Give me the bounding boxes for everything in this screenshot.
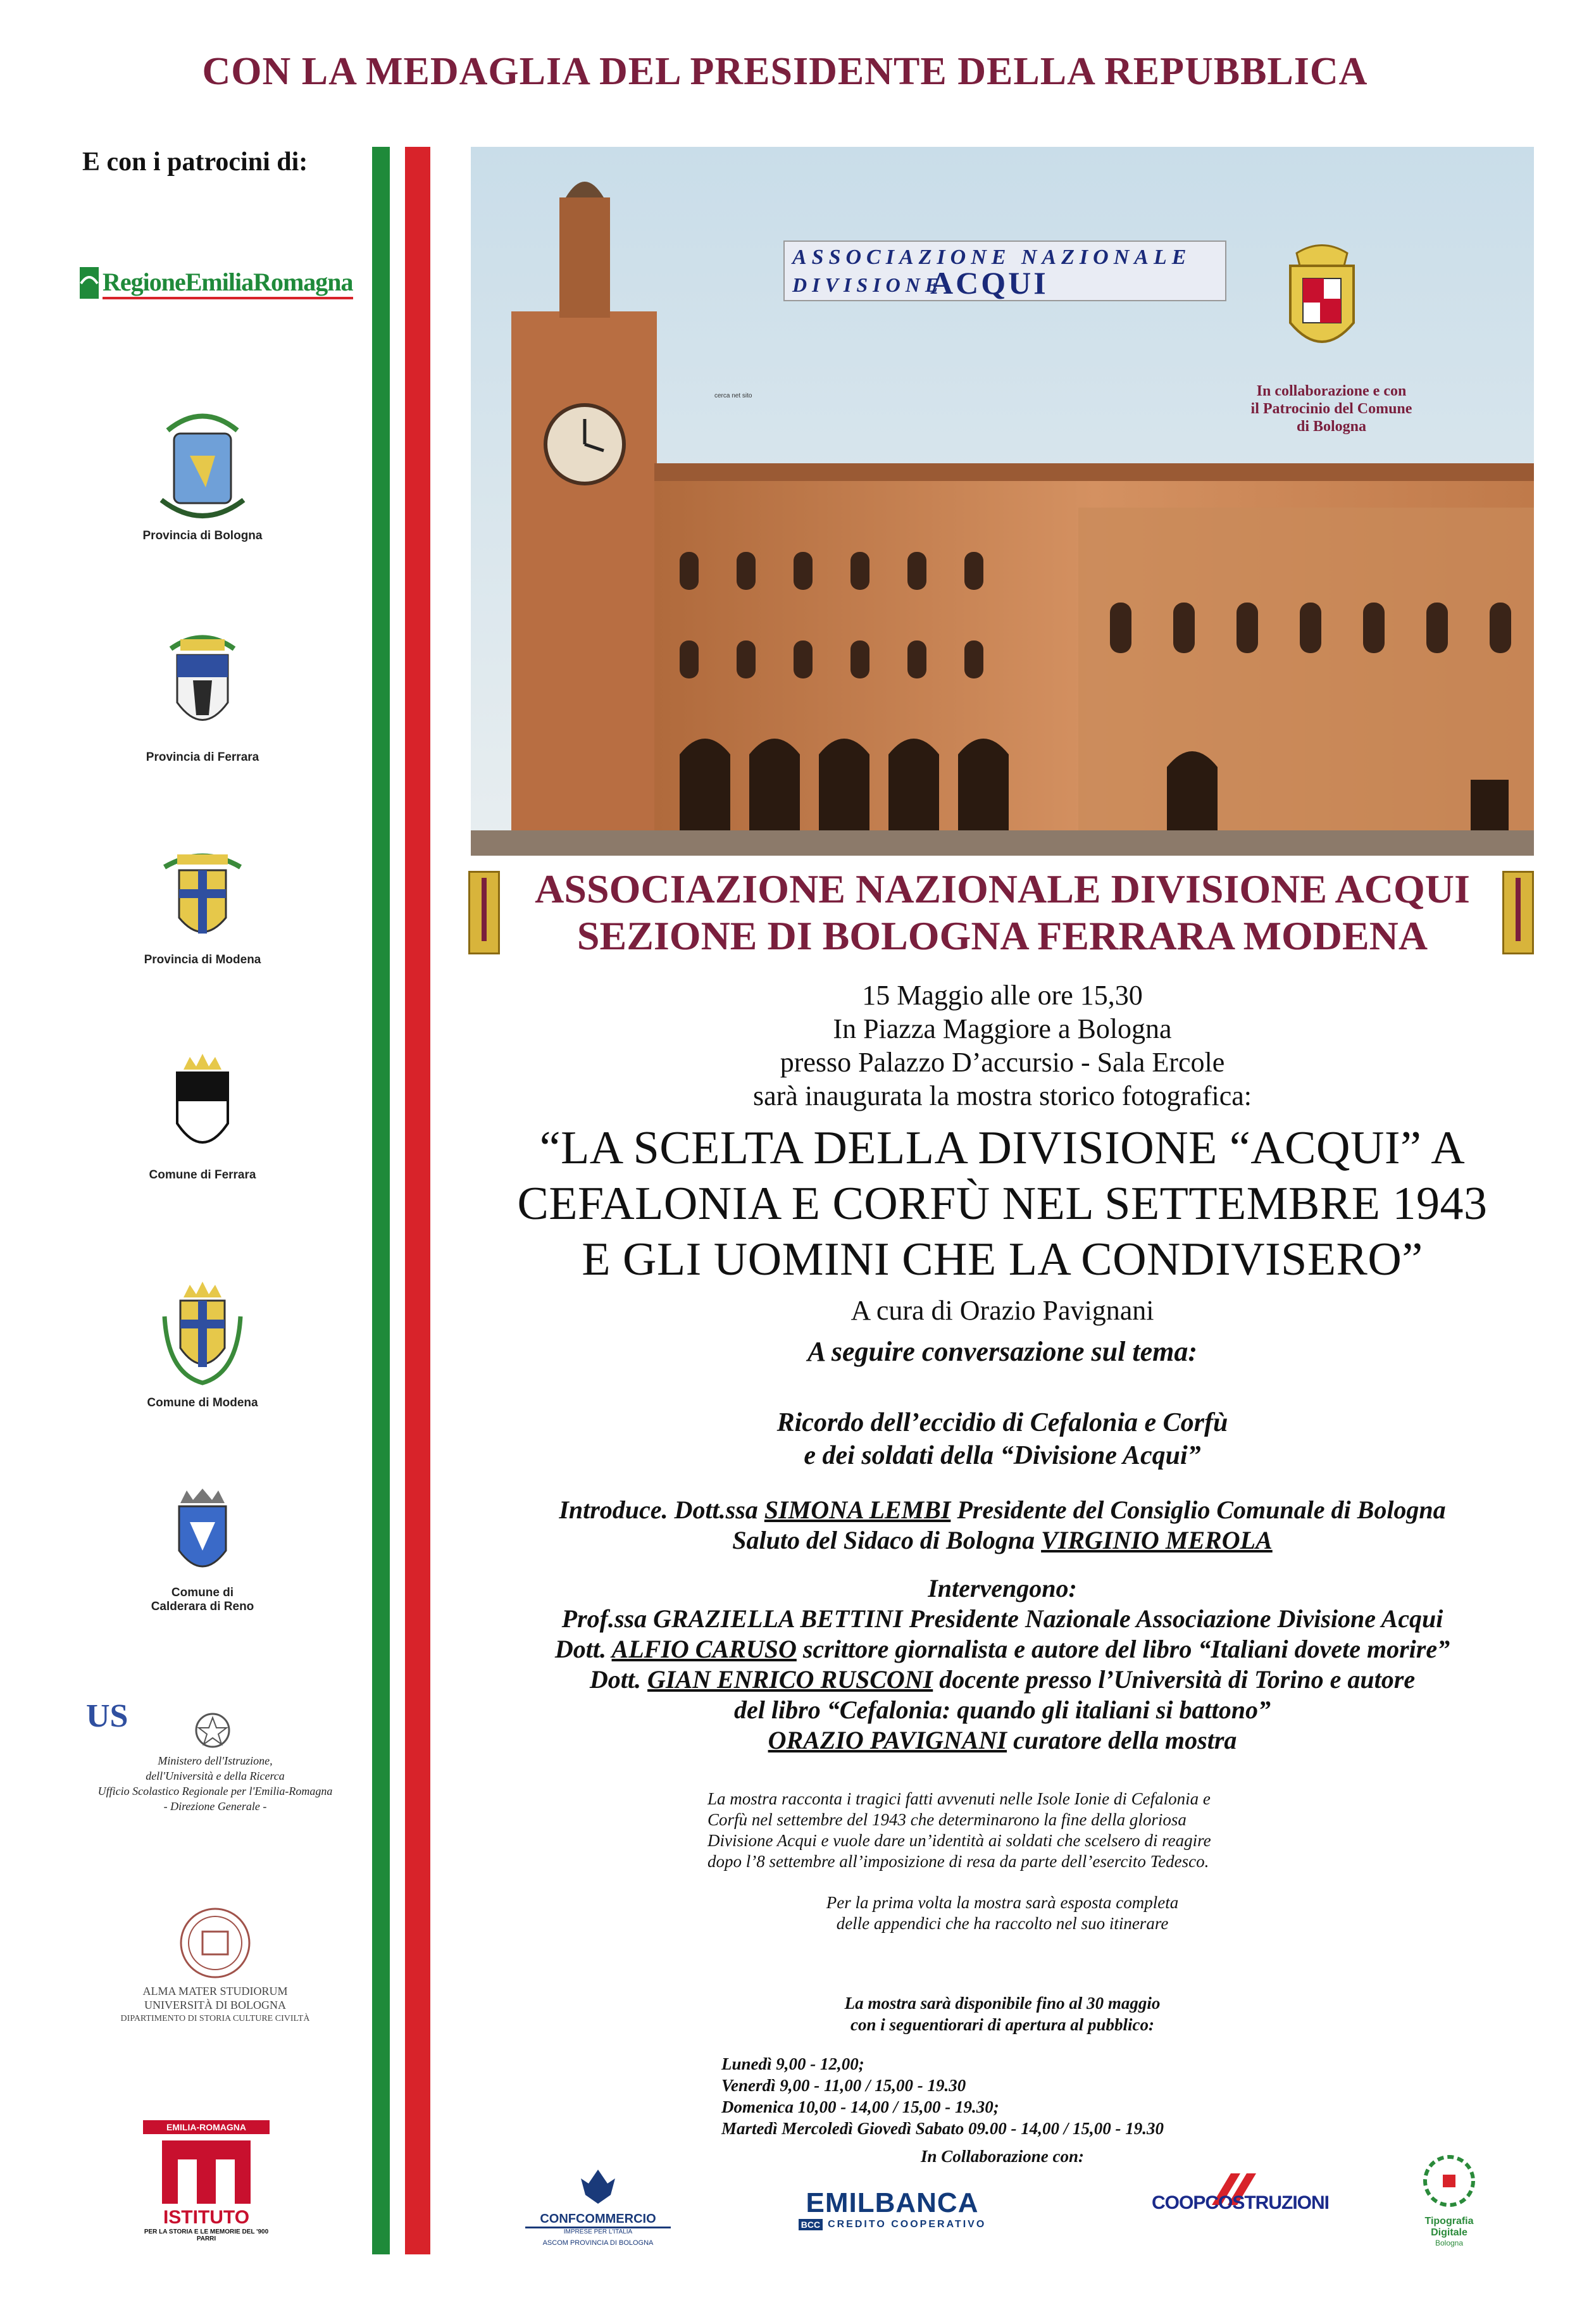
collab-note-2: il Patrocinio del Comune xyxy=(1250,401,1412,417)
istituto-top-band: EMILIA-ROMAGNA xyxy=(143,2120,270,2134)
tipografia-logo xyxy=(1411,2149,1487,2247)
exhibit-title-3: E GLI UOMINI CHE LA CONDIVISERO” xyxy=(582,1234,1423,1285)
crest-icon xyxy=(155,1051,250,1165)
description-line-1: La mostra racconta i tragici fatti avvenuti nelle Isole Ionie di Cefalonia e xyxy=(707,1789,1211,1808)
ministero-line-1: Ministero dell'Istruzione, xyxy=(158,1754,273,1767)
istituto-name: ISTITUTO xyxy=(163,2207,250,2228)
page-title: CON LA MEDAGLIA DEL PRESIDENTE DELLA REPUBBLICA xyxy=(202,50,1368,93)
description xyxy=(707,1789,1340,1872)
confcommercio-logo xyxy=(525,2165,671,2247)
assoc-heading-line2: SEZIONE DI BOLOGNA FERRARA MODENA xyxy=(576,913,1428,958)
assoc-logo-acqui: ACQUI xyxy=(930,265,1049,301)
crest-icon xyxy=(155,405,250,525)
comune-modena-label: Comune di Modena xyxy=(147,1396,258,1409)
tipografia-line-1: Tipografia xyxy=(1424,2216,1474,2227)
ministero-line-2: dell'Università e della Ricerca xyxy=(146,1770,285,1782)
bologna-crest-icon xyxy=(1281,241,1363,354)
speaker-4 xyxy=(471,1725,1534,1756)
ministero-logo xyxy=(76,1698,354,1814)
speaker-2-role: scrittore giornalista e autore del libro “Italiani dovete morire” xyxy=(796,1635,1450,1663)
flag-stripe-red xyxy=(405,147,430,2254)
topic-line-1: Ricordo dell’eccidio di Cefalonia e Corfù xyxy=(776,1408,1228,1437)
schedule-row: Venerdì 9,00 - 11,00 / 15,00 - 19.30 xyxy=(721,2076,966,2095)
provincia-bologna-logo xyxy=(127,405,278,543)
assoc-logo-line1: ASSOCIAZIONE NAZIONALE xyxy=(792,246,1192,269)
emilbanca-name: EMILBANCA xyxy=(806,2187,979,2218)
regione-logo xyxy=(80,265,353,303)
eagle-icon xyxy=(576,2165,620,2209)
unibo-line-2: UNIVERSITÀ DI BOLOGNA xyxy=(144,1999,286,2011)
provincia-modena-logo xyxy=(127,842,278,967)
follow-heading: A seguire conversazione sul tema: xyxy=(807,1336,1198,1367)
greeting-prefix: Saluto del Sidaco di Bologna xyxy=(732,1526,1042,1554)
intro-line-1 xyxy=(471,1495,1534,1525)
greeting-name-merola: VIRGINIO MEROLA xyxy=(1041,1526,1273,1554)
speaker-2 xyxy=(471,1634,1534,1665)
speakers-heading: Intervengono: xyxy=(928,1574,1077,1602)
schedule-row: Lunedì 9,00 - 12,00; xyxy=(721,2054,864,2073)
event-line-1: 15 Maggio alle ore 15,30 xyxy=(862,980,1143,1011)
speaker-3-role: docente presso l’Università di Torino e autore xyxy=(933,1665,1416,1694)
speaker-4-name: ORAZIO PAVIGNANI xyxy=(768,1726,1007,1754)
speaker-2-name: ALFIO CARUSO xyxy=(611,1635,797,1663)
schedule-intro-1: La mostra sarà disponibile fino al 30 maggio xyxy=(844,1994,1161,2013)
emilbanca-sub: CREDITO COOPERATIVO xyxy=(828,2219,987,2230)
event-line-4: sarà inaugurata la mostra storico fotografica: xyxy=(752,1080,1252,1111)
ministero-line-4: - Direzione Generale - xyxy=(163,1800,267,1813)
crest-icon xyxy=(155,1278,250,1392)
collab-note-3: di Bologna xyxy=(1296,418,1367,435)
flag-stripe-white xyxy=(390,147,405,2254)
event-info xyxy=(471,978,1534,1113)
bcc-badge: BCC xyxy=(799,2219,823,2230)
confcommercio-sub1: IMPRESE PER L'ITALIA xyxy=(563,2228,633,2235)
schedule-intro xyxy=(471,1992,1534,2035)
seal-icon xyxy=(177,1905,253,1981)
speaker-3-title: Dott. xyxy=(589,1665,648,1694)
provincia-bologna-label: Provincia di Bologna xyxy=(142,529,263,542)
intro-role: Presidente del Consiglio Comunale di Bologna xyxy=(950,1496,1446,1524)
schedule-row: Martedì Mercoledì Giovedì Sabato 09.00 - 14,00 / 15,00 - 19.30 xyxy=(721,2119,1164,2138)
speaker-3-name: GIAN ENRICO RUSCONI xyxy=(647,1665,933,1694)
crest-icon xyxy=(155,842,250,949)
speakers xyxy=(471,1573,1534,1756)
istituto-mark-icon xyxy=(143,2134,270,2204)
coopcostruzioni-logo xyxy=(1152,2192,1330,2214)
emilbanca-logo xyxy=(791,2187,994,2230)
tipografia-line-3: Bologna xyxy=(1435,2239,1464,2247)
comune-calderara-label-2: Calderara di Reno xyxy=(151,1600,254,1613)
comune-ferrara-logo xyxy=(127,1051,278,1182)
collab-label: In Collaborazione con: xyxy=(920,2147,1085,2166)
ministero-us-icon: US xyxy=(86,1698,128,1734)
unibo-line-1: ALMA MATER STUDIORUM xyxy=(142,1985,288,1997)
description-line-4: dopo l’8 settembre all’imposizione di resa da parte dell’esercito Tedesco. xyxy=(707,1852,1209,1871)
photo-caption: cerca net sito xyxy=(714,392,752,399)
event-line-3: presso Palazzo D’accursio - Sala Ercole xyxy=(780,1047,1225,1078)
topic xyxy=(471,1406,1534,1472)
intro xyxy=(471,1495,1534,1556)
tipografia-mark-icon xyxy=(1417,2149,1481,2213)
description-note xyxy=(471,1892,1534,1934)
intro-name-lembi: SIMONA LEMBI xyxy=(764,1496,951,1524)
provincia-modena-label: Provincia di Modena xyxy=(144,953,261,966)
schedule-intro-2: con i seguentiorari di apertura al pubblico: xyxy=(850,2015,1155,2034)
coop-name: COOPCOSTRUZIONI xyxy=(1152,2192,1330,2213)
emblem-icon xyxy=(194,1711,232,1749)
crest-icon xyxy=(155,1487,250,1582)
speaker-3-cont: del libro “Cefalonia: quando gli italiani si battono” xyxy=(734,1696,1271,1724)
assoc-logo-line2: DIVISIONE xyxy=(792,273,944,296)
provincia-ferrara-label: Provincia di Ferrara xyxy=(146,751,259,764)
event-line-2: In Piazza Maggiore a Bologna xyxy=(833,1013,1172,1044)
provincia-ferrara-logo xyxy=(127,627,278,765)
collab-note xyxy=(1205,382,1458,435)
curator: A cura di Orazio Pavignani xyxy=(850,1295,1154,1326)
intro-prefix: Introduce. Dott.ssa xyxy=(559,1496,764,1524)
istituto-sub: PER LA STORIA E LE MEMORIE DEL '900 PARRI xyxy=(144,2228,269,2242)
flag-stripe-green xyxy=(372,147,390,2254)
assoc-acqui-logo xyxy=(783,241,1226,301)
speaker-1: Prof.ssa GRAZIELLA BETTINI Presidente Nazionale Associazione Divisione Acqui xyxy=(561,1604,1443,1633)
speaker-2-title: Dott. xyxy=(554,1635,612,1663)
assoc-heading xyxy=(471,866,1534,959)
ministero-line-3: Ufficio Scolastico Regionale per l'Emilia-Romagna xyxy=(97,1785,333,1797)
unibo-line-3: DIPARTIMENTO DI STORIA CULTURE CIVILTÀ xyxy=(120,2014,310,2023)
exhibit-title xyxy=(471,1120,1534,1287)
collab-note-1: In collaborazione e con xyxy=(1256,383,1407,399)
schedule-list xyxy=(721,2053,1164,2139)
palazzo-photo xyxy=(471,147,1534,856)
description-note-2: delle appendici che ha raccolto nel suo itinerare xyxy=(836,1914,1169,1933)
crest-icon xyxy=(155,627,250,747)
tipografia-line-2: Digitale xyxy=(1431,2227,1467,2238)
schedule-row: Domenica 10,00 - 14,00 / 15,00 - 19.30; xyxy=(721,2097,999,2116)
exhibit-title-1: “LA SCELTA DELLA DIVISIONE “ACQUI” A xyxy=(539,1122,1466,1174)
topic-line-2: e dei soldati della “Divisione Acqui” xyxy=(804,1441,1201,1470)
unibo-logo xyxy=(76,1905,354,2026)
description-line-3: Divisione Acqui e vuole dare un’identità ai soldati che scelsero di reagire xyxy=(707,1831,1211,1850)
istituto-logo xyxy=(143,2120,270,2247)
description-note-1: Per la prima volta la mostra sarà esposta completa xyxy=(826,1893,1179,1912)
confcommercio-name: CONFCOMMERCIO xyxy=(525,2212,671,2228)
speaker-4-role: curatore della mostra xyxy=(1007,1726,1237,1754)
comune-calderara-label-1: Comune di xyxy=(171,1586,234,1599)
regione-name: RegioneEmiliaRomagna xyxy=(103,267,353,299)
description-line-2: Corfù nel settembre del 1943 che determinarono la fine della gloriosa xyxy=(707,1810,1187,1829)
confcommercio-sub2: ASCOM PROVINCIA DI BOLOGNA xyxy=(542,2239,654,2247)
exhibit-title-2: CEFALONIA E CORFÙ NEL SETTEMBRE 1943 xyxy=(517,1178,1488,1230)
comune-modena-logo xyxy=(127,1278,278,1410)
comune-calderara-logo xyxy=(127,1487,278,1614)
intro-line-2 xyxy=(471,1525,1534,1556)
speaker-3 xyxy=(471,1665,1534,1695)
assoc-heading-line1: ASSOCIAZIONE NAZIONALE DIVISIONE ACQUI xyxy=(535,866,1470,911)
comune-ferrara-label: Comune di Ferrara xyxy=(149,1168,256,1182)
patrocini-label: E con i patrocini di: xyxy=(82,147,308,177)
